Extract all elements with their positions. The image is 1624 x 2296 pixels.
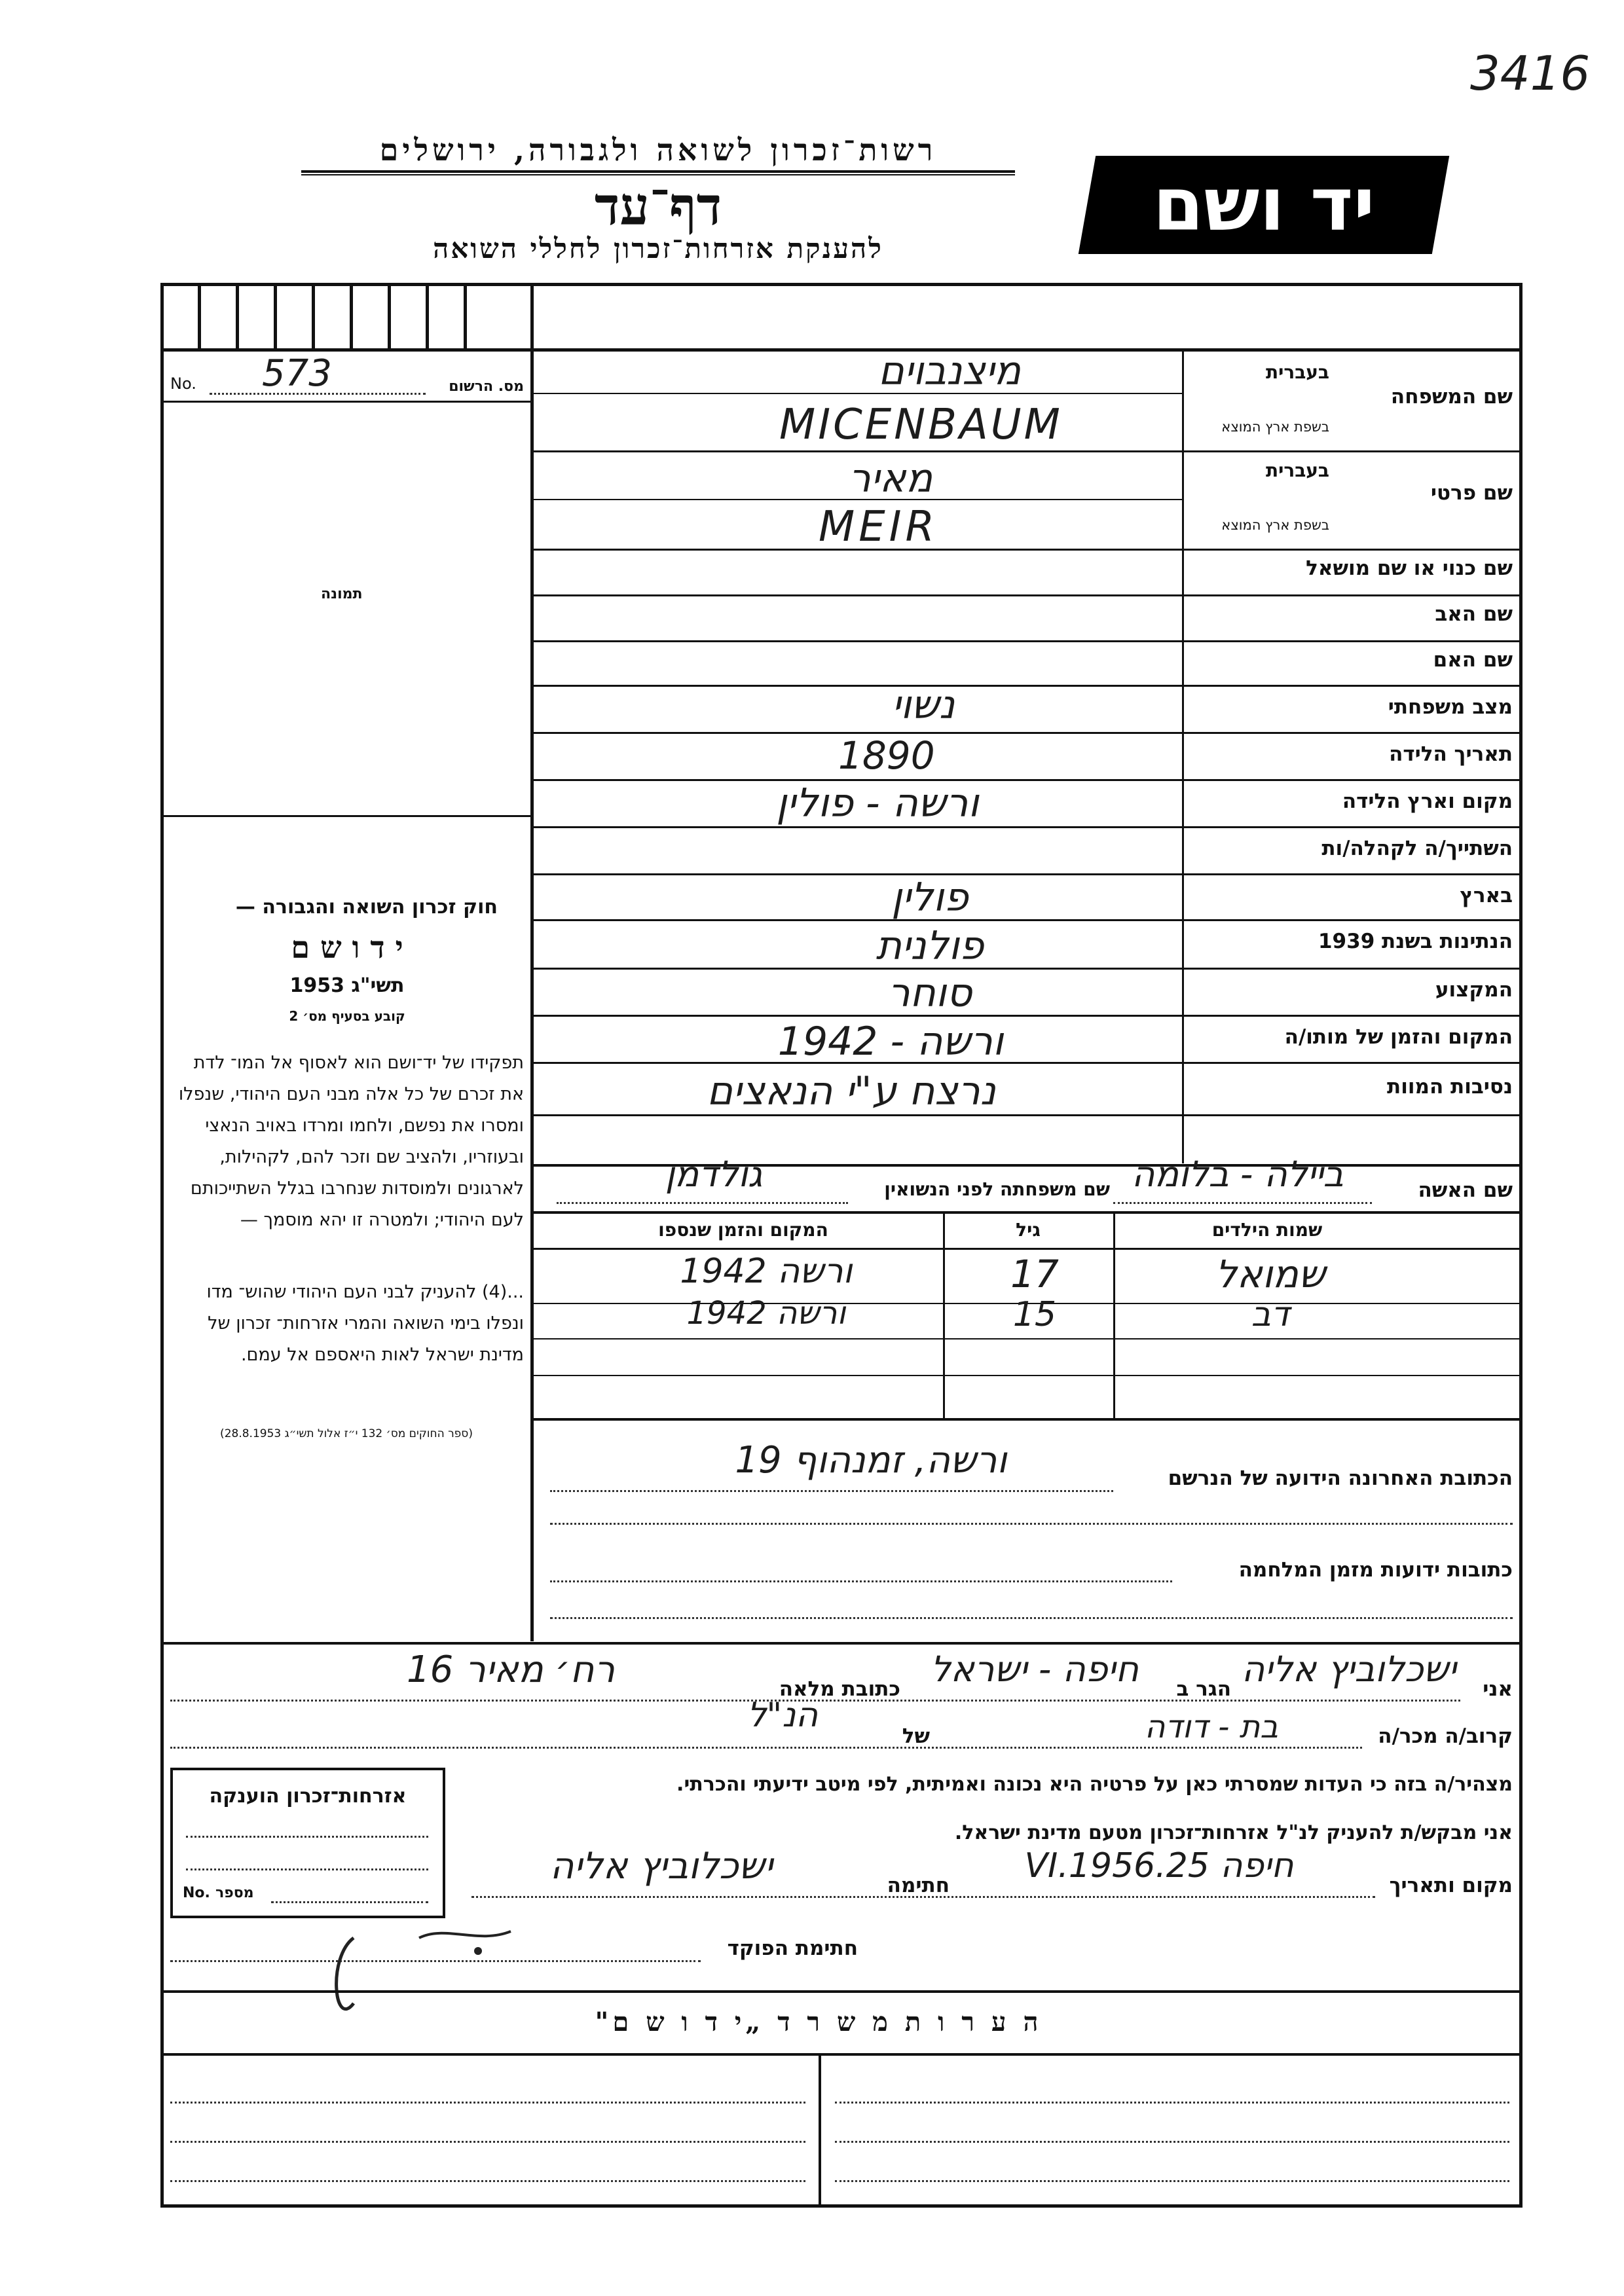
death-circumstances-value: נרצח ע"י הנאצים bbox=[707, 1068, 996, 1114]
signature-dotline bbox=[471, 1896, 1375, 1898]
row-line bbox=[532, 1338, 1522, 1339]
law-title: חוק זכרון השואה והגבורה — bbox=[235, 896, 498, 919]
maiden-name-value: גולדמן bbox=[665, 1154, 763, 1195]
left-column-divider bbox=[530, 283, 534, 1641]
relation-value: בת - דודה bbox=[1145, 1709, 1278, 1745]
death-circumstances-label: נסיבות המוות bbox=[1387, 1075, 1513, 1099]
resides-label: הגר ב bbox=[1176, 1677, 1231, 1701]
address-dotline bbox=[550, 1617, 1513, 1619]
law-year: תשי"ג 1953 bbox=[289, 974, 405, 997]
notes-dotline bbox=[170, 2141, 805, 2143]
divider bbox=[198, 283, 201, 348]
maiden-name-label: שם משפחתה לפני הנשואין bbox=[884, 1178, 1110, 1200]
divider bbox=[160, 401, 532, 403]
signature-stroke bbox=[419, 1931, 511, 1938]
declaration-i: אני bbox=[1483, 1677, 1513, 1701]
row-line bbox=[532, 685, 1522, 687]
mother-name-label: שם האם bbox=[1433, 648, 1513, 672]
row-line bbox=[532, 1211, 1522, 1214]
nickname-label: שם כנוי או שם מושאל bbox=[1306, 556, 1513, 580]
law-clause: קובע בסעיף מס׳ 2 bbox=[289, 1008, 405, 1024]
row-line bbox=[532, 732, 1522, 734]
archive-number: 3416 bbox=[1470, 46, 1591, 101]
birth-date-label: תאריך הלידה bbox=[1389, 742, 1513, 766]
family-name-origin-label: בשפת ארץ המוצא bbox=[1221, 419, 1329, 435]
notes-dotline bbox=[835, 2180, 1509, 2182]
wife-name-dotline bbox=[1113, 1202, 1372, 1204]
signature-value: ישכלוביץ אליה bbox=[549, 1845, 773, 1887]
children-age-header: גיל bbox=[1016, 1219, 1041, 1241]
registration-no-prefix: No. bbox=[170, 374, 196, 393]
divider bbox=[464, 283, 467, 348]
child-place: ורשה 1942 bbox=[686, 1295, 846, 1332]
of-value: הנ"ל bbox=[747, 1696, 819, 1735]
child-place: ורשה 1942 bbox=[680, 1252, 853, 1291]
full-address-label: כתובת מלאה bbox=[779, 1677, 900, 1701]
row-line bbox=[532, 1375, 1522, 1376]
country-value: פולין bbox=[891, 875, 969, 920]
relative-label: קרוב/ה מכר/ה bbox=[1378, 1724, 1513, 1748]
relation-dotline bbox=[170, 1747, 1362, 1749]
officer-signature-scribble bbox=[314, 1899, 616, 2043]
section-divider bbox=[160, 1990, 1522, 1993]
stamp-number-label: מספר bbox=[215, 1885, 254, 1901]
death-place-label: המקום והזמן של מותו/ה bbox=[1284, 1025, 1513, 1049]
divider bbox=[274, 283, 277, 348]
citizenship-label: הנתינות בשנת 1939 bbox=[1318, 930, 1513, 953]
notes-divider bbox=[819, 2053, 821, 2208]
profession-value: סוחר bbox=[887, 970, 972, 1016]
profession-label: המקצוע bbox=[1435, 978, 1513, 1002]
section-divider bbox=[160, 1642, 1522, 1645]
of-label: של bbox=[902, 1724, 930, 1748]
page-title: דף־עד bbox=[594, 175, 722, 237]
submitter-name: ישכלוביץ אליה bbox=[1241, 1649, 1457, 1690]
notes-dotline bbox=[170, 2180, 805, 2182]
authority-underline bbox=[301, 170, 1015, 173]
registration-label: מס. הרשום bbox=[449, 378, 524, 395]
authority-title: רשות־זכרון לשואה ולגבורה, ירושלים bbox=[379, 132, 937, 168]
address-dotline bbox=[550, 1523, 1513, 1525]
death-place-value: ורשה - 1942 bbox=[777, 1019, 1004, 1065]
last-address-value: ורשה, זמנהוף 19 bbox=[735, 1439, 1007, 1482]
family-name-hebrew-label: בעברית bbox=[1265, 361, 1329, 383]
country-label: בארץ bbox=[1460, 884, 1513, 907]
logo-text: יד ושם bbox=[1153, 162, 1375, 247]
stamp-dotline bbox=[186, 1868, 428, 1870]
notes-dotline bbox=[170, 2102, 805, 2104]
citizenship-stamp-box bbox=[170, 1768, 445, 1918]
row-line bbox=[532, 549, 1522, 551]
law-paragraph-2: ...(4) להעניק לבני העם היהודי שהוש־ מדו ונפלו בימי השואה והמרי אזרחות־ זכרון של מדינת ישראל לאות היאספם אל עמם. bbox=[206, 1282, 524, 1365]
maiden-name-dotline bbox=[557, 1202, 848, 1204]
divider bbox=[312, 283, 315, 348]
divider bbox=[388, 283, 391, 348]
family-name-hebrew-value: מיצנבוים bbox=[877, 348, 1022, 394]
divider bbox=[236, 283, 239, 348]
column-divider bbox=[943, 1211, 945, 1418]
children-place-header: המקום והזמן שנספו bbox=[658, 1219, 828, 1241]
war-address-label: כתובות ידועות מזמן המלחמה bbox=[1238, 1558, 1513, 1582]
law-paragraph-1: תפקידו של יד־ושם הוא לאסוף אל המו־ לדת את זכרם של כל אלה מבני העם היהודי, שנפלו ומסרו את נפשם, ולחמו ומרדו באויב הנאצי ובעוזריו, ולהציב שם וזכר להם, לקהילות, לארגונים ולמוסדות שנחרבו בגלל השתייכותם לעם היהודי; ולמטרה זו יהא מוסמך — bbox=[178, 1053, 524, 1230]
full-address-value: רח׳ מאיר 16 bbox=[407, 1649, 615, 1691]
office-notes-title: ה ע ר ו ת מ ש ר ד „י ד ו ש ם" bbox=[595, 2007, 1043, 2037]
divider bbox=[426, 283, 429, 348]
wife-name-value: ביילה - בלומה bbox=[1132, 1154, 1344, 1195]
divider bbox=[160, 815, 532, 817]
section-divider bbox=[160, 2053, 1522, 2056]
column-divider bbox=[1113, 1211, 1115, 1418]
given-name-latin-value: MEIR bbox=[819, 503, 938, 551]
row-line bbox=[532, 826, 1522, 828]
given-name-origin-label: בשפת ארץ המוצא bbox=[1221, 517, 1329, 533]
declaration-statement: מצהיר/ה בזה כי העדות שמסרתי כאן על פרטיה היא נכונה ואמיתית, לפי מיטב ידיעתי והכרתי. bbox=[676, 1773, 1513, 1796]
citizenship-value: פולנית bbox=[876, 923, 984, 969]
declaration-request: אני מבקש/ת להעניק לנ"ל אזרחות־זכרון מטעם מדינת ישראל. bbox=[954, 1821, 1513, 1844]
row-line bbox=[532, 450, 1522, 452]
child-name: שמואל bbox=[1215, 1252, 1326, 1296]
child-name: דב bbox=[1251, 1295, 1290, 1334]
marital-status-label: מצב משפחתי bbox=[1388, 695, 1513, 719]
label-column-divider bbox=[1182, 348, 1184, 1163]
row-line bbox=[532, 1248, 1522, 1250]
signature-dot bbox=[474, 1947, 482, 1955]
given-name-hebrew-value: מאיר bbox=[848, 456, 933, 501]
war-address-dotline bbox=[550, 1580, 1172, 1582]
law-name: י ד ו ש ם bbox=[291, 930, 403, 965]
wife-name-label: שם האשה bbox=[1418, 1178, 1513, 1202]
father-name-label: שם האב bbox=[1435, 602, 1513, 626]
marital-status-value: נשוי bbox=[891, 682, 955, 728]
notes-dotline bbox=[835, 2102, 1509, 2104]
stamp-no: No. bbox=[183, 1885, 210, 1901]
family-name-latin-value: MICENBAUM bbox=[779, 401, 1063, 449]
divider bbox=[350, 283, 353, 348]
row-line bbox=[532, 1114, 1522, 1116]
stamp-dotline bbox=[271, 1901, 428, 1903]
family-name-label: שם המשפחה bbox=[1390, 385, 1513, 409]
photo-placeholder-label: תמונה bbox=[321, 586, 363, 602]
stamp-box-title: אזרחות־זכרון הוענקה bbox=[209, 1785, 407, 1808]
birth-place-label: מקום וארץ הלידה bbox=[1342, 790, 1513, 813]
child-age: 17 bbox=[1010, 1252, 1059, 1296]
birth-date-value: 1890 bbox=[838, 733, 935, 778]
birth-place-value: ורשה - פולין bbox=[776, 780, 979, 826]
row-line bbox=[532, 640, 1522, 642]
given-name-hebrew-label: בעברית bbox=[1265, 460, 1329, 481]
row-line bbox=[532, 1418, 1522, 1421]
stamp-dotline bbox=[186, 1836, 428, 1838]
row-line bbox=[532, 594, 1522, 596]
registration-number: 573 bbox=[262, 352, 332, 395]
yad-vashem-logo bbox=[1079, 156, 1449, 254]
officer-signature-label: חתימת הפוקד bbox=[727, 1937, 858, 1960]
place-date-value: חיפה 25.VI.1956 bbox=[1024, 1846, 1294, 1886]
signature-stroke bbox=[337, 1938, 354, 2009]
place-date-label: מקום ותאריך bbox=[1389, 1874, 1513, 1897]
child-age: 15 bbox=[1012, 1295, 1057, 1334]
signature-label: חתימה bbox=[887, 1874, 950, 1897]
law-citation: (ספר החוקים מס׳ 132 י״ז אלול תשי״ג 28.8.1953) bbox=[220, 1427, 473, 1440]
children-names-header: שמות הילדים bbox=[1211, 1219, 1323, 1241]
page-subtitle: להענקת אזרחות־זכרון לחללי השואה bbox=[433, 232, 883, 264]
community-label: השתייך/ה לקהלה/ות bbox=[1321, 837, 1513, 860]
last-address-label: הכתובת האחרונה הידועה של הנרשם bbox=[1168, 1467, 1513, 1490]
last-address-dotline bbox=[550, 1490, 1113, 1492]
notes-dotline bbox=[835, 2141, 1509, 2143]
given-name-label: שם פרטי bbox=[1430, 481, 1513, 505]
city-value: חיפה - ישראל bbox=[931, 1649, 1139, 1690]
